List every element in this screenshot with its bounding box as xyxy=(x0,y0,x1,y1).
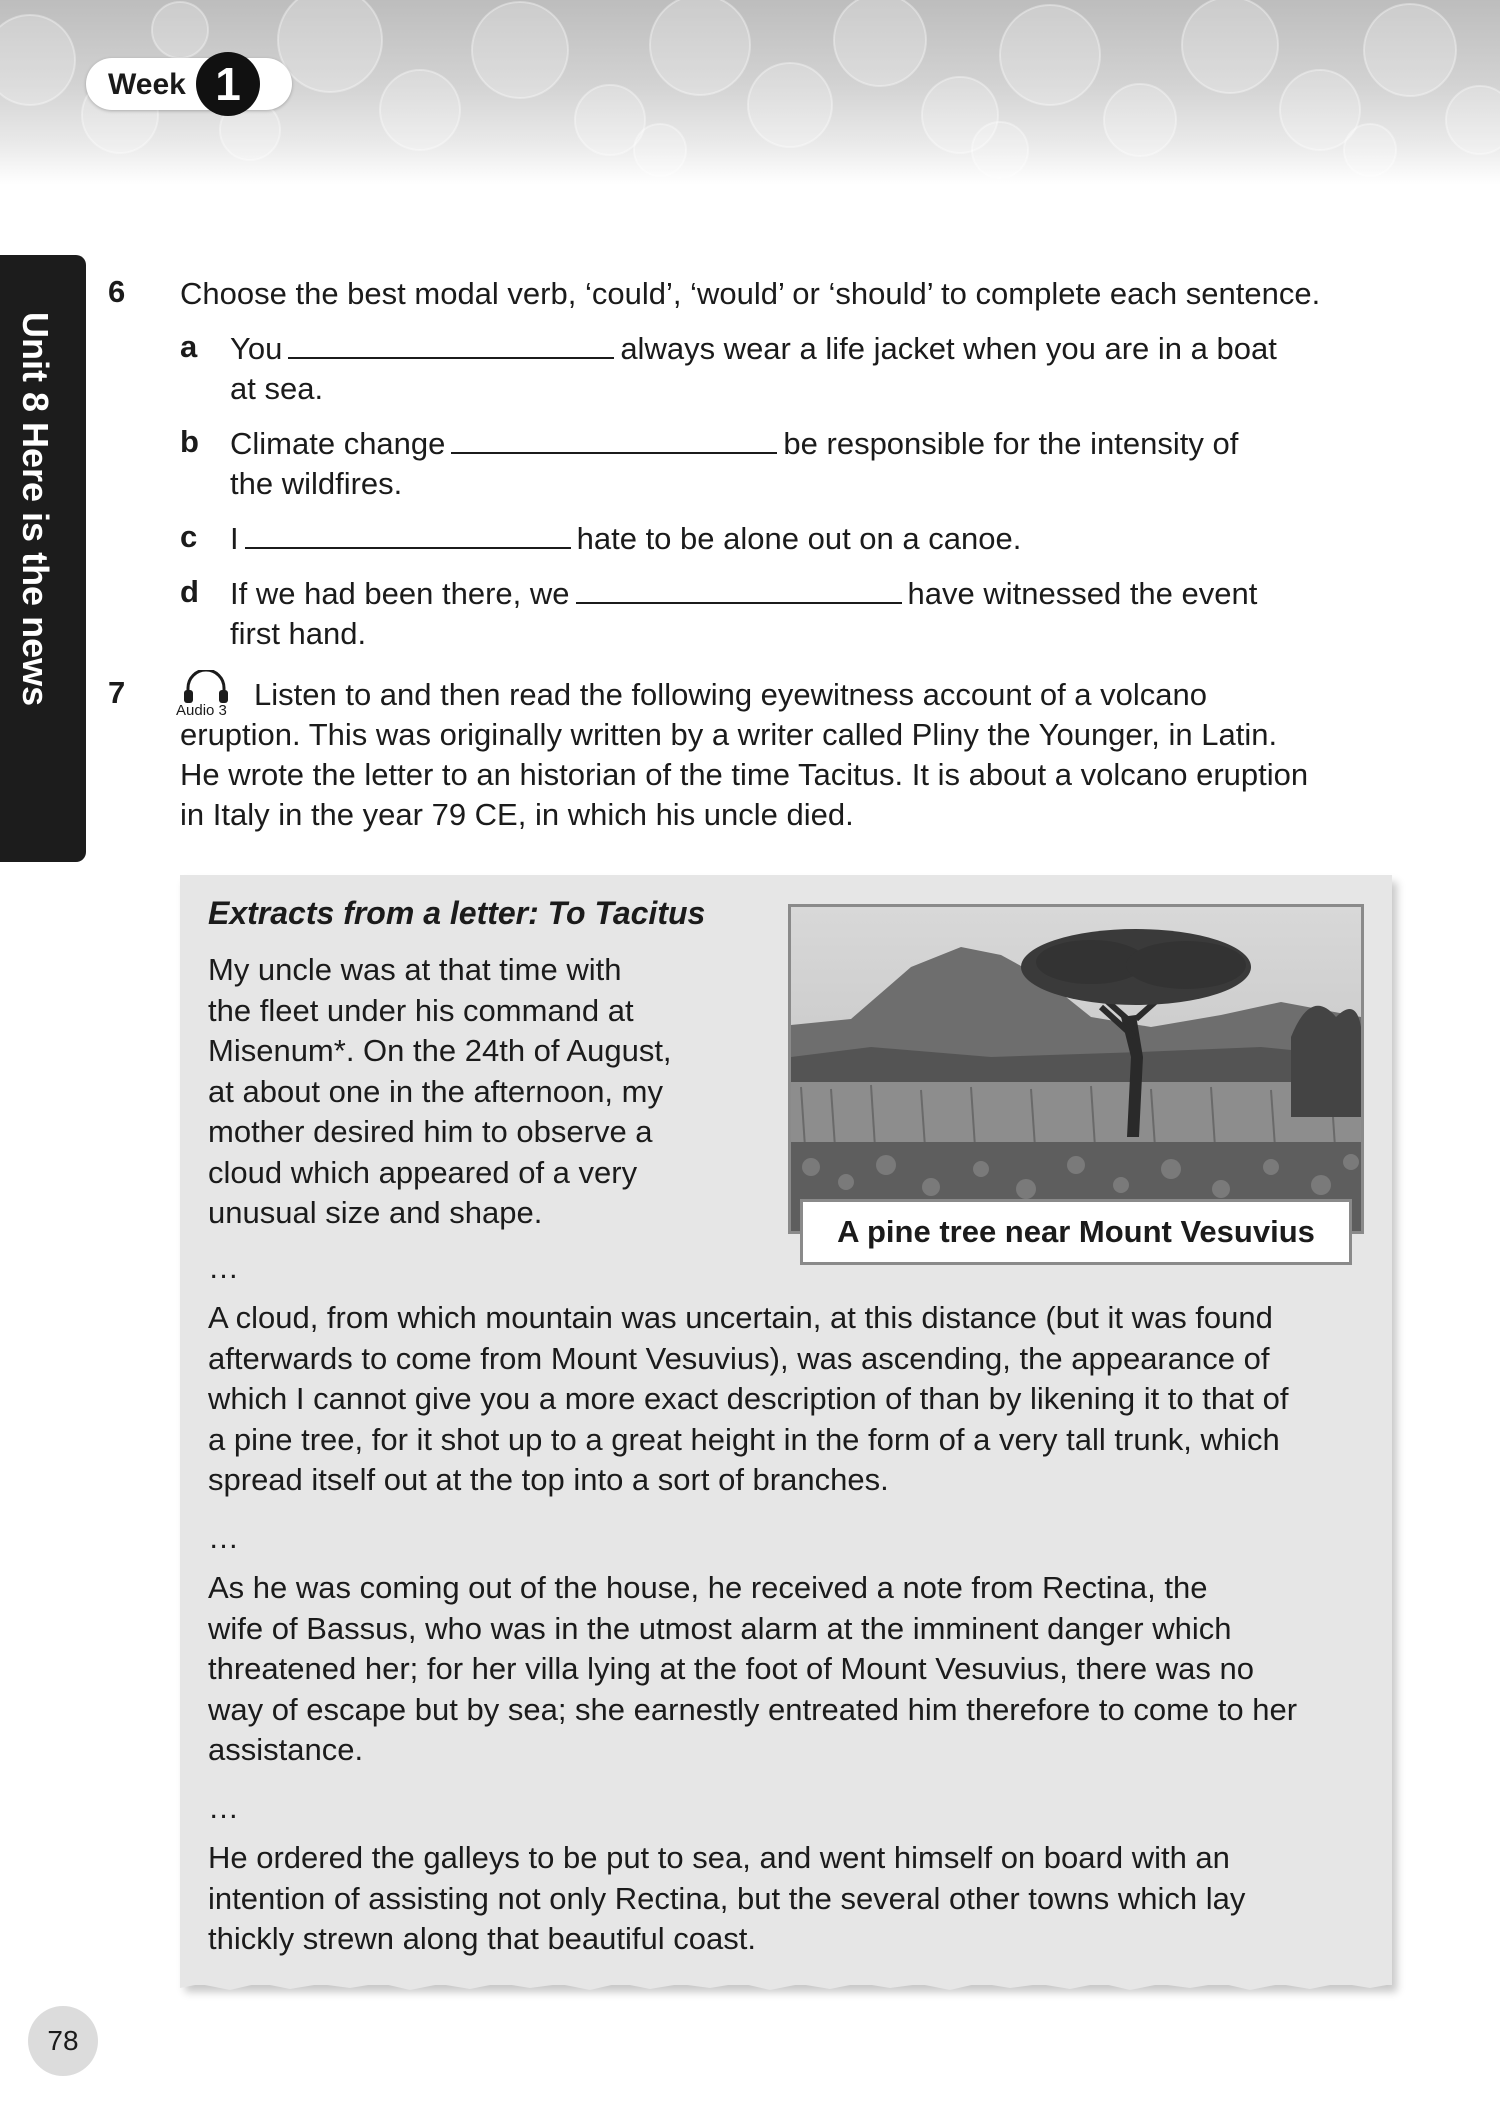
p2-line: which I cannot give you a more exact description of than by likening it to that of xyxy=(208,1381,1289,1416)
item-d-blank[interactable] xyxy=(576,580,902,604)
p4-line: intention of assisting not only Rectina, but the several other towns which lay xyxy=(208,1880,1246,1916)
ellipsis-2: … xyxy=(208,1520,239,1555)
audio-track[interactable] xyxy=(176,670,236,720)
p1-line: My uncle was at that time with xyxy=(208,952,622,987)
unit-title: Unit 8 Here is the news xyxy=(15,312,56,707)
question-7-line-4: in Italy in the year 79 CE, in which his uncle died. xyxy=(180,797,854,832)
pine-tree-landscape-image xyxy=(791,907,1361,1231)
item-b-before: Climate change xyxy=(230,426,446,461)
p2-line: spread itself out at the top into a sort of branches. xyxy=(208,1462,889,1497)
p1-line: unusual size and shape. xyxy=(208,1195,543,1230)
header-band xyxy=(0,0,1500,185)
question-7-number: 7 xyxy=(108,675,126,710)
item-a-line xyxy=(230,329,1277,369)
ellipsis-3: … xyxy=(208,1790,239,1825)
item-d-letter: d xyxy=(180,574,199,609)
week-label: Week xyxy=(108,68,186,101)
question-7-line-3: He wrote the letter to an historian of the time Tacitus. It is about a volcano eruption xyxy=(180,757,1309,792)
p3-line: As he was coming out of the house, he received a note from Rectina, the xyxy=(208,1570,1208,1605)
item-b-line xyxy=(230,424,1238,464)
page-number: 78 xyxy=(28,2006,98,2076)
item-b-continuation: the wildfires. xyxy=(230,466,403,501)
extract-paragraph-1 xyxy=(208,950,768,1234)
p4-line: thickly strewn along that beautiful coast. xyxy=(208,1921,756,1956)
question-7-line-1: Listen to and then read the following eyewitness account of a volcano xyxy=(254,677,1208,712)
extract-paragraph-2 xyxy=(208,1298,1378,1501)
ellipsis-1: … xyxy=(208,1250,239,1285)
week-badge xyxy=(86,58,292,110)
item-c-before: I xyxy=(230,521,239,556)
item-a-letter: a xyxy=(180,329,198,364)
p2-line: afterwards to come from Mount Vesuvius), was ascending, the appearance of xyxy=(208,1340,1270,1376)
extract-paragraph-3 xyxy=(208,1568,1378,1771)
item-d-after: have witnessed the event xyxy=(907,576,1258,611)
p1-line: cloud which appeared of a very xyxy=(208,1154,638,1190)
p2-line: A cloud, from which mountain was uncertain, at this distance (but it was found xyxy=(208,1300,1273,1335)
item-b-after: be responsible for the intensity of xyxy=(783,426,1239,461)
p3-line: assistance. xyxy=(208,1732,364,1767)
extract-paragraph-4 xyxy=(208,1838,1378,1960)
question-6-prompt: Choose the best modal verb, ‘could’, ‘would’ or ‘should’ to complete each sentence. xyxy=(180,276,1321,311)
item-a-continuation: at sea. xyxy=(230,371,324,406)
p1-line: at about one in the afternoon, my xyxy=(208,1073,663,1109)
week-number: 1 xyxy=(196,52,260,116)
item-d-before: If we had been there, we xyxy=(230,576,570,611)
p2-line: a pine tree, for it shot up to a great height in the form of a very tall trunk, which xyxy=(208,1421,1280,1457)
item-c-blank[interactable] xyxy=(245,525,571,549)
audio-label: Audio 3 xyxy=(176,702,227,719)
vesuvius-photo xyxy=(788,904,1364,1234)
extract-title: Extracts from a letter: To Tacitus xyxy=(208,895,706,931)
headphones-icon xyxy=(176,670,236,704)
photo-caption: A pine tree near Mount Vesuvius xyxy=(800,1199,1352,1265)
question-7-line-2: eruption. This was originally written by a writer called Pliny the Younger, in Latin. xyxy=(180,717,1278,752)
p4-line: He ordered the galleys to be put to sea, and went himself on board with an xyxy=(208,1840,1230,1875)
item-d-continuation: first hand. xyxy=(230,616,367,651)
p3-line: wife of Bassus, who was in the utmost alarm at the imminent danger which xyxy=(208,1610,1232,1646)
item-b-letter: b xyxy=(180,424,199,459)
item-b-blank[interactable] xyxy=(451,430,777,454)
question-6-number: 6 xyxy=(108,274,126,309)
torn-edge xyxy=(180,1978,1392,1994)
p3-line: threatened her; for her villa lying at the foot of Mount Vesuvius, there was no xyxy=(208,1651,1254,1686)
p1-line: mother desired him to observe a xyxy=(208,1114,653,1149)
p1-line: Misenum*. On the 24th of August, xyxy=(208,1033,672,1068)
item-c-letter: c xyxy=(180,519,198,554)
p3-line: way of escape but by sea; she earnestly entreated him therefore to come to her xyxy=(208,1691,1298,1727)
item-d-line xyxy=(230,574,1257,614)
item-a-after: always wear a life jacket when you are in a boat xyxy=(620,331,1277,366)
item-a-blank[interactable] xyxy=(288,335,614,359)
item-a-before: You xyxy=(230,331,283,366)
p1-line: the fleet under his command at xyxy=(208,992,634,1028)
item-c-line xyxy=(230,519,1021,559)
item-c-after: hate to be alone out on a canoe. xyxy=(576,521,1022,556)
